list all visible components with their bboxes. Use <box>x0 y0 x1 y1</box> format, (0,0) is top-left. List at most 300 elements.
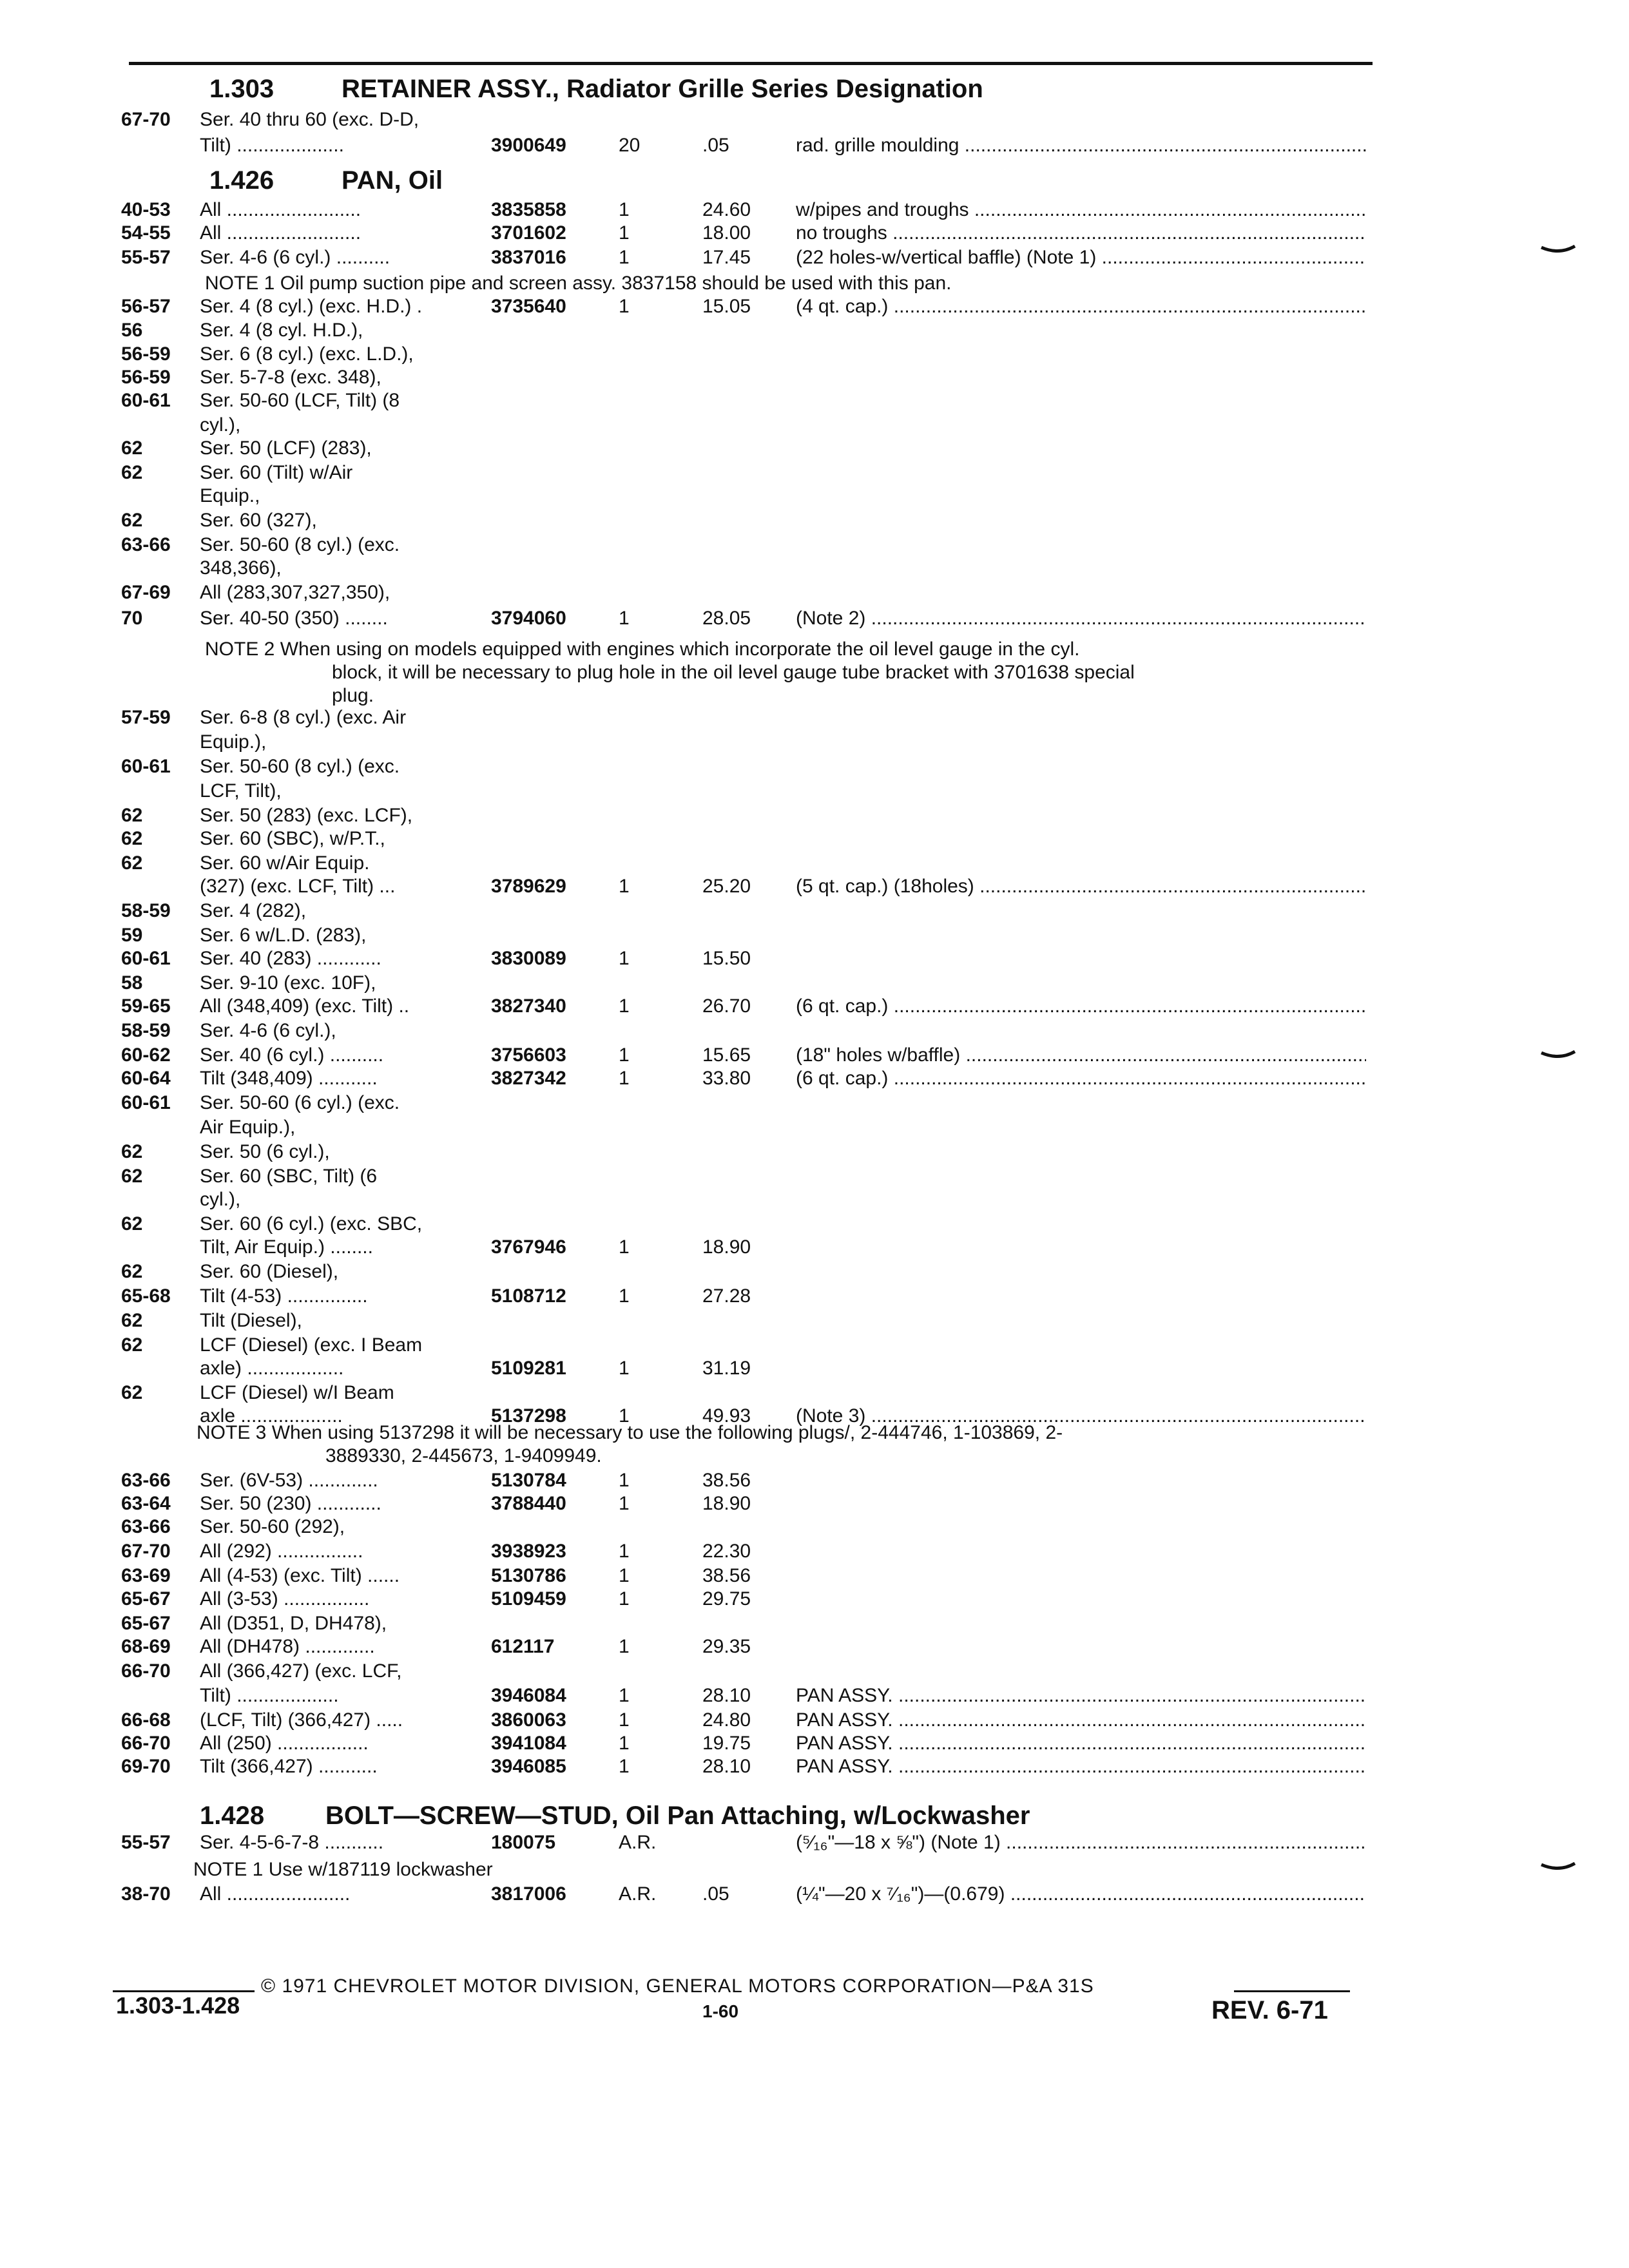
table-row <box>0 1658 1629 1684</box>
year-range: 60-62 <box>121 1044 171 1066</box>
section-header-1303 <box>0 71 1629 107</box>
description: All (250) ................. <box>200 1733 369 1754</box>
note-1-lockwasher: NOTE 1 Use w/187119 lockwasher <box>193 1859 493 1880</box>
description: LCF (Diesel) (exc. I Beam <box>200 1334 423 1356</box>
table-row <box>0 341 1629 367</box>
part-number: 3756603 <box>491 1044 566 1066</box>
price: 49.93 <box>702 1405 751 1427</box>
description: Ser. 9-10 (exc. 10F), <box>200 972 376 994</box>
price: 38.56 <box>702 1565 751 1586</box>
year-range: 60-61 <box>121 1092 171 1113</box>
description: axle) .................. <box>200 1358 344 1379</box>
year-range: 63-64 <box>121 1493 171 1514</box>
description: Tilt (4-53) ............... <box>200 1285 368 1307</box>
quantity: 1 <box>619 876 630 897</box>
price: 15.50 <box>702 948 751 969</box>
section-number: 1.428 <box>200 1802 265 1830</box>
price: 18.90 <box>702 1236 751 1258</box>
year-range: 62 <box>121 1382 143 1403</box>
description: Ser. 40-50 (350) ........ <box>200 608 388 629</box>
remarks: (4 qt. cap.) ..... <box>796 294 1366 320</box>
description: Equip., <box>200 485 260 506</box>
price: 25.20 <box>702 876 751 897</box>
table-row <box>0 1707 1629 1733</box>
binder-mark-3 <box>1540 1862 1576 1872</box>
remarks: (¼"—20 x ⁷⁄₁₆")—(0.679) ..... <box>796 1881 1366 1907</box>
price: 28.05 <box>702 608 751 629</box>
description: Ser. 4-6 (6 cyl.), <box>200 1020 336 1041</box>
quantity: 1 <box>619 1541 630 1562</box>
table-row <box>0 1115 1629 1140</box>
table-row <box>0 197 1629 223</box>
price: .05 <box>702 135 729 156</box>
description: Ser. 60 (Diesel), <box>200 1261 339 1282</box>
year-range: 60-61 <box>121 756 171 777</box>
description: cyl.), <box>200 1189 241 1210</box>
year-range: 62 <box>121 1213 143 1235</box>
table-row <box>0 1139 1629 1165</box>
table-row <box>0 994 1629 1019</box>
remarks: (Note 2) ..... <box>796 606 1366 631</box>
year-range: 56-59 <box>121 343 171 365</box>
description: Ser. 50-60 (8 cyl.) (exc. <box>200 534 400 555</box>
table-row <box>0 1211 1629 1237</box>
remarks: (⁵⁄₁₆"—18 x ⅝") (Note 1) ..... <box>796 1830 1366 1856</box>
table-row <box>0 778 1629 804</box>
year-range: 66-70 <box>121 1733 171 1754</box>
remarks: rad. grille moulding ..... <box>796 133 1366 159</box>
price: 33.80 <box>702 1068 751 1089</box>
quantity: 1 <box>619 995 630 1017</box>
remarks: (6 qt. cap.) ..... <box>796 1066 1366 1091</box>
table-row <box>0 946 1629 972</box>
description: (LCF, Tilt) (366,427) ..... <box>200 1709 403 1731</box>
year-range: 60-61 <box>121 390 171 411</box>
year-range: 62 <box>121 828 143 849</box>
table-row <box>0 388 1629 414</box>
part-number: 3827340 <box>491 995 566 1017</box>
note-1: NOTE 1 Oil pump suction pipe and screen assy. 3837158 should be used with this pan. <box>205 273 952 294</box>
year-range: 63-66 <box>121 1516 171 1537</box>
part-number: 3946084 <box>491 1685 566 1706</box>
year-range: 66-70 <box>121 1660 171 1682</box>
description: All (348,409) (exc. Tilt) .. <box>200 995 410 1017</box>
quantity: A.R. <box>619 1832 657 1853</box>
price: 26.70 <box>702 995 751 1017</box>
table-row <box>0 1090 1629 1116</box>
table-row <box>0 1491 1629 1517</box>
description: Tilt) ................... <box>200 1685 339 1706</box>
remarks: (22 holes-w/vertical baffle) (Note 1) ..... <box>796 245 1366 271</box>
year-range: 57-59 <box>121 707 171 728</box>
part-number: 3789629 <box>491 876 566 897</box>
description: LCF, Tilt), <box>200 780 282 802</box>
part-number: 5108712 <box>491 1285 566 1307</box>
description: (327) (exc. LCF, Tilt) ... <box>200 876 396 897</box>
year-range: 60-61 <box>121 948 171 969</box>
table-row <box>0 1539 1629 1564</box>
note-3-line-1: NOTE 3 When using 5137298 it will be necessary to use the following plugs/, 2-444746, 1-103869, 2- <box>197 1422 1063 1443</box>
table-row <box>0 1283 1629 1309</box>
year-range: 67-70 <box>121 109 171 130</box>
description: Ser. 4 (8 cyl. H.D.), <box>200 320 363 341</box>
year-range: 63-66 <box>121 534 171 555</box>
part-number: 3860063 <box>491 1709 566 1731</box>
table-row <box>0 1514 1629 1540</box>
quantity: 1 <box>619 1588 630 1610</box>
description: Ser. 50-60 (8 cyl.) (exc. <box>200 756 400 777</box>
year-range: 68-69 <box>121 1636 171 1657</box>
year-range: 62 <box>121 437 143 459</box>
remarks: PAN ASSY. ..... <box>796 1707 1366 1733</box>
section-title: BOLT—SCREW—STUD, Oil Pan Attaching, w/Lockwasher <box>325 1802 1030 1830</box>
quantity: 1 <box>619 1358 630 1379</box>
table-row <box>0 606 1629 631</box>
price: 18.90 <box>702 1493 751 1514</box>
description: Ser. 4-5-6-7-8 ........... <box>200 1832 384 1853</box>
description: Ser. 50 (283) (exc. LCF), <box>200 805 413 826</box>
part-number: 5109281 <box>491 1358 566 1379</box>
year-range: 66-68 <box>121 1709 171 1731</box>
quantity: 1 <box>619 1068 630 1089</box>
year-range: 56-57 <box>121 296 171 317</box>
section-header-1428 <box>0 1798 1629 1834</box>
description: All ......................... <box>200 222 361 244</box>
quantity: 1 <box>619 1493 630 1514</box>
table-row <box>0 1066 1629 1091</box>
quantity: 1 <box>619 948 630 969</box>
year-range: 55-57 <box>121 247 171 268</box>
description: Tilt (Diesel), <box>200 1310 302 1331</box>
table-row <box>0 826 1629 852</box>
price: 24.80 <box>702 1709 751 1731</box>
description: Ser. 60 (327), <box>200 510 317 531</box>
description: axle ................... <box>200 1405 343 1427</box>
section-number: 1.303 <box>209 75 275 103</box>
description: Ser. 60 (Tilt) w/Air <box>200 462 353 483</box>
year-range: 59 <box>121 925 143 946</box>
table-row <box>0 1235 1629 1260</box>
year-range: 62 <box>121 462 143 483</box>
table-row <box>0 923 1629 948</box>
year-range: 62 <box>121 805 143 826</box>
binder-mark-2 <box>1540 1050 1576 1061</box>
description: Ser. 60 (SBC), w/P.T., <box>200 828 385 849</box>
remarks: PAN ASSY. ..... <box>796 1683 1366 1709</box>
quantity: 1 <box>619 247 630 268</box>
part-number: 5130786 <box>491 1565 566 1586</box>
quantity: 1 <box>619 608 630 629</box>
table-row <box>0 1043 1629 1068</box>
quantity: 1 <box>619 1044 630 1066</box>
year-range: 60-64 <box>121 1068 171 1089</box>
part-number: 5109459 <box>491 1588 566 1610</box>
year-range: 58 <box>121 972 143 994</box>
part-number: 180075 <box>491 1832 556 1853</box>
description: Tilt, Air Equip.) ........ <box>200 1236 373 1258</box>
description: All (4-53) (exc. Tilt) ...... <box>200 1565 400 1586</box>
remarks: PAN ASSY. ..... <box>796 1731 1366 1756</box>
year-range: 62 <box>121 852 143 874</box>
year-range: 63-66 <box>121 1470 171 1491</box>
remarks: w/pipes and troughs ..... <box>796 197 1366 223</box>
section-title: PAN, Oil <box>342 166 443 195</box>
table-row <box>0 754 1629 780</box>
description: Ser. 60 (SBC, Tilt) (6 <box>200 1166 378 1187</box>
year-range: 58-59 <box>121 1020 171 1041</box>
description: Ser. 50 (230) ............ <box>200 1493 381 1514</box>
remarks: (6 qt. cap.) ..... <box>796 994 1366 1019</box>
description: Ser. 4-6 (6 cyl.) .......... <box>200 247 390 268</box>
description: All (283,307,327,350), <box>200 582 390 603</box>
part-number: 3946085 <box>491 1756 566 1777</box>
table-row <box>0 1634 1629 1660</box>
description: Ser. 6 w/L.D. (283), <box>200 925 367 946</box>
table-row <box>0 1830 1629 1856</box>
quantity: 20 <box>619 135 641 156</box>
remarks: PAN ASSY. ..... <box>796 1754 1366 1780</box>
table-row <box>0 318 1629 343</box>
price: 17.45 <box>702 247 751 268</box>
quantity: 1 <box>619 1470 630 1491</box>
table-row <box>0 532 1629 558</box>
year-range: 69-70 <box>121 1756 171 1777</box>
description: All (366,427) (exc. LCF, <box>200 1660 402 1682</box>
year-range: 70 <box>121 608 143 629</box>
price: 24.60 <box>702 199 751 220</box>
note-2-line-2: block, it will be necessary to plug hole in the oil level gauge tube bracket with 3701638 special <box>332 662 1135 683</box>
table-row <box>0 1611 1629 1637</box>
remarks: (Note 3) ..... <box>796 1403 1366 1429</box>
part-number: 3835858 <box>491 199 566 220</box>
price: 38.56 <box>702 1470 751 1491</box>
part-number: 3827342 <box>491 1068 566 1089</box>
remarks: no troughs ..... <box>796 220 1366 246</box>
description: All (D351, D, DH478), <box>200 1613 387 1634</box>
table-row <box>0 580 1629 606</box>
section-title: RETAINER ASSY., Radiator Grille Series Designation <box>342 75 983 103</box>
part-number: 3794060 <box>491 608 566 629</box>
part-number: 3767946 <box>491 1236 566 1258</box>
year-range: 62 <box>121 1141 143 1162</box>
year-range: 54-55 <box>121 222 171 244</box>
table-row <box>0 1468 1629 1494</box>
remarks: (18" holes w/baffle) ..... <box>796 1043 1366 1068</box>
year-range: 63-69 <box>121 1565 171 1586</box>
description: Ser. 4 (8 cyl.) (exc. H.D.) . <box>200 296 423 317</box>
part-number: 3900649 <box>491 135 566 156</box>
year-range: 65-67 <box>121 1588 171 1610</box>
price: 27.28 <box>702 1285 751 1307</box>
description: Ser. 4 (282), <box>200 900 307 921</box>
quantity: 1 <box>619 1756 630 1777</box>
quantity: 1 <box>619 296 630 317</box>
part-number: 3788440 <box>491 1493 566 1514</box>
year-range: 56 <box>121 320 143 341</box>
table-row <box>0 245 1629 271</box>
quantity: 1 <box>619 1636 630 1657</box>
description: Ser. 50 (6 cyl.), <box>200 1141 330 1162</box>
description: All ......................... <box>200 199 361 220</box>
year-range: 67-70 <box>121 1541 171 1562</box>
table-row <box>0 850 1629 876</box>
year-range: 38-70 <box>121 1883 171 1905</box>
price: 18.00 <box>702 222 751 244</box>
quantity: 1 <box>619 1285 630 1307</box>
price: 22.30 <box>702 1541 751 1562</box>
description: All (3-53) ................ <box>200 1588 370 1610</box>
description: Air Equip.), <box>200 1117 296 1138</box>
description: Ser. 50 (LCF) (283), <box>200 437 372 459</box>
table-row <box>0 874 1629 899</box>
table-row <box>0 1356 1629 1381</box>
section-header-1426 <box>0 162 1629 198</box>
year-range: 62 <box>121 1310 143 1331</box>
table-row <box>0 803 1629 829</box>
table-row <box>0 1187 1629 1213</box>
price: 29.35 <box>702 1636 751 1657</box>
table-row <box>0 898 1629 924</box>
description: 348,366), <box>200 557 282 579</box>
table-row <box>0 1164 1629 1189</box>
table-row <box>0 1018 1629 1044</box>
quantity: 1 <box>619 1565 630 1586</box>
year-range: 56-59 <box>121 367 171 388</box>
table-row <box>0 294 1629 320</box>
price: 15.65 <box>702 1044 751 1066</box>
description: All (292) ................ <box>200 1541 363 1562</box>
year-range: 65-67 <box>121 1613 171 1634</box>
part-number: 3817006 <box>491 1883 566 1905</box>
table-row <box>0 1332 1629 1358</box>
description: Ser. (6V-53) ............. <box>200 1470 378 1491</box>
part-number: 5137298 <box>491 1405 566 1427</box>
year-range: 62 <box>121 1334 143 1356</box>
quantity: A.R. <box>619 1883 657 1905</box>
table-row <box>0 365 1629 390</box>
copyright: © 1971 CHEVROLET MOTOR DIVISION, GENERAL MOTORS CORPORATION—P&A 31S <box>261 1975 1094 1997</box>
year-range: 65-68 <box>121 1285 171 1307</box>
table-row <box>0 1563 1629 1589</box>
table-row <box>0 1731 1629 1756</box>
description: Tilt (366,427) ........... <box>200 1756 378 1777</box>
year-range: 62 <box>121 1166 143 1187</box>
footer-rule-right <box>1234 1990 1350 1992</box>
price: 19.75 <box>702 1733 751 1754</box>
description: Tilt (348,409) ........... <box>200 1068 378 1089</box>
table-row <box>0 460 1629 486</box>
year-range: 67-69 <box>121 582 171 603</box>
table-row <box>0 970 1629 996</box>
quantity: 1 <box>619 1405 630 1427</box>
revision: REV. 6-71 <box>1211 1996 1328 2024</box>
part-number: 3837016 <box>491 247 566 268</box>
year-range: 40-53 <box>121 199 171 220</box>
note-3-line-2: 3889330, 2-445673, 1-9409949. <box>325 1445 602 1466</box>
table-row <box>0 555 1629 581</box>
table-row <box>0 483 1629 509</box>
quantity: 1 <box>619 1685 630 1706</box>
price: 15.05 <box>702 296 751 317</box>
table-row <box>0 705 1629 731</box>
price: 31.19 <box>702 1358 751 1379</box>
price: .05 <box>702 1883 729 1905</box>
quantity: 1 <box>619 1733 630 1754</box>
description: Ser. 5-7-8 (exc. 348), <box>200 367 381 388</box>
section-number: 1.426 <box>209 166 275 195</box>
table-row <box>0 1683 1629 1709</box>
description: Ser. 40 (6 cyl.) .......... <box>200 1044 384 1066</box>
note-2-line-3: plug. <box>332 685 374 706</box>
part-number: 3701602 <box>491 222 566 244</box>
table-row <box>0 729 1629 755</box>
part-number: 3938923 <box>491 1541 566 1562</box>
description: Ser. 6-8 (8 cyl.) (exc. Air <box>200 707 407 728</box>
table-row <box>0 508 1629 533</box>
part-number: 3830089 <box>491 948 566 969</box>
section-range: 1.303-1.428 <box>116 1992 240 2019</box>
table-row <box>0 220 1629 246</box>
description: All ....................... <box>200 1883 351 1905</box>
part-number: 3735640 <box>491 296 566 317</box>
year-range: 55-57 <box>121 1832 171 1853</box>
part-number: 5130784 <box>491 1470 566 1491</box>
year-range: 62 <box>121 510 143 531</box>
table-row <box>0 1380 1629 1406</box>
binder-mark-1 <box>1540 245 1576 255</box>
description: Ser. 50-60 (LCF, Tilt) (8 <box>200 390 400 411</box>
note-2-line-1: NOTE 2 When using on models equipped with engines which incorporate the oil level gauge in the cyl. <box>205 639 1080 660</box>
table-row <box>0 1259 1629 1285</box>
description: Ser. 40 (283) ............ <box>200 948 381 969</box>
description: Ser. 60 w/Air Equip. <box>200 852 370 874</box>
year-range: 59-65 <box>121 995 171 1017</box>
table-row <box>0 436 1629 461</box>
year-range: 62 <box>121 1261 143 1282</box>
price: 28.10 <box>702 1756 751 1777</box>
remarks: (5 qt. cap.) (18holes) ..... <box>796 874 1366 899</box>
description: Tilt) .................... <box>200 135 344 156</box>
page-number: 1-60 <box>702 2001 739 2021</box>
quantity: 1 <box>619 1709 630 1731</box>
description: Ser. 50-60 (6 cyl.) (exc. <box>200 1092 400 1113</box>
part-number: 612117 <box>491 1636 555 1657</box>
table-row <box>0 133 1629 159</box>
table-row <box>0 1586 1629 1612</box>
year-range: 58-59 <box>121 900 171 921</box>
description: Ser. 6 (8 cyl.) (exc. L.D.), <box>200 343 414 365</box>
table-row <box>0 107 1629 133</box>
table-row <box>0 1754 1629 1780</box>
description: Equip.), <box>200 731 267 753</box>
price: 28.10 <box>702 1685 751 1706</box>
quantity: 1 <box>619 199 630 220</box>
quantity: 1 <box>619 222 630 244</box>
description: Ser. 50-60 (292), <box>200 1516 345 1537</box>
table-row <box>0 412 1629 438</box>
table-row <box>0 1881 1629 1907</box>
table-row <box>0 1308 1629 1334</box>
part-number: 3941084 <box>491 1733 566 1754</box>
description: cyl.), <box>200 414 241 436</box>
description: All (DH478) ............. <box>200 1636 375 1657</box>
description: LCF (Diesel) w/I Beam <box>200 1382 394 1403</box>
description: Ser. 40 thru 60 (exc. D-D, <box>200 109 419 130</box>
price: 29.75 <box>702 1588 751 1610</box>
quantity: 1 <box>619 1236 630 1258</box>
description: Ser. 60 (6 cyl.) (exc. SBC, <box>200 1213 423 1235</box>
top-rule <box>129 62 1373 65</box>
